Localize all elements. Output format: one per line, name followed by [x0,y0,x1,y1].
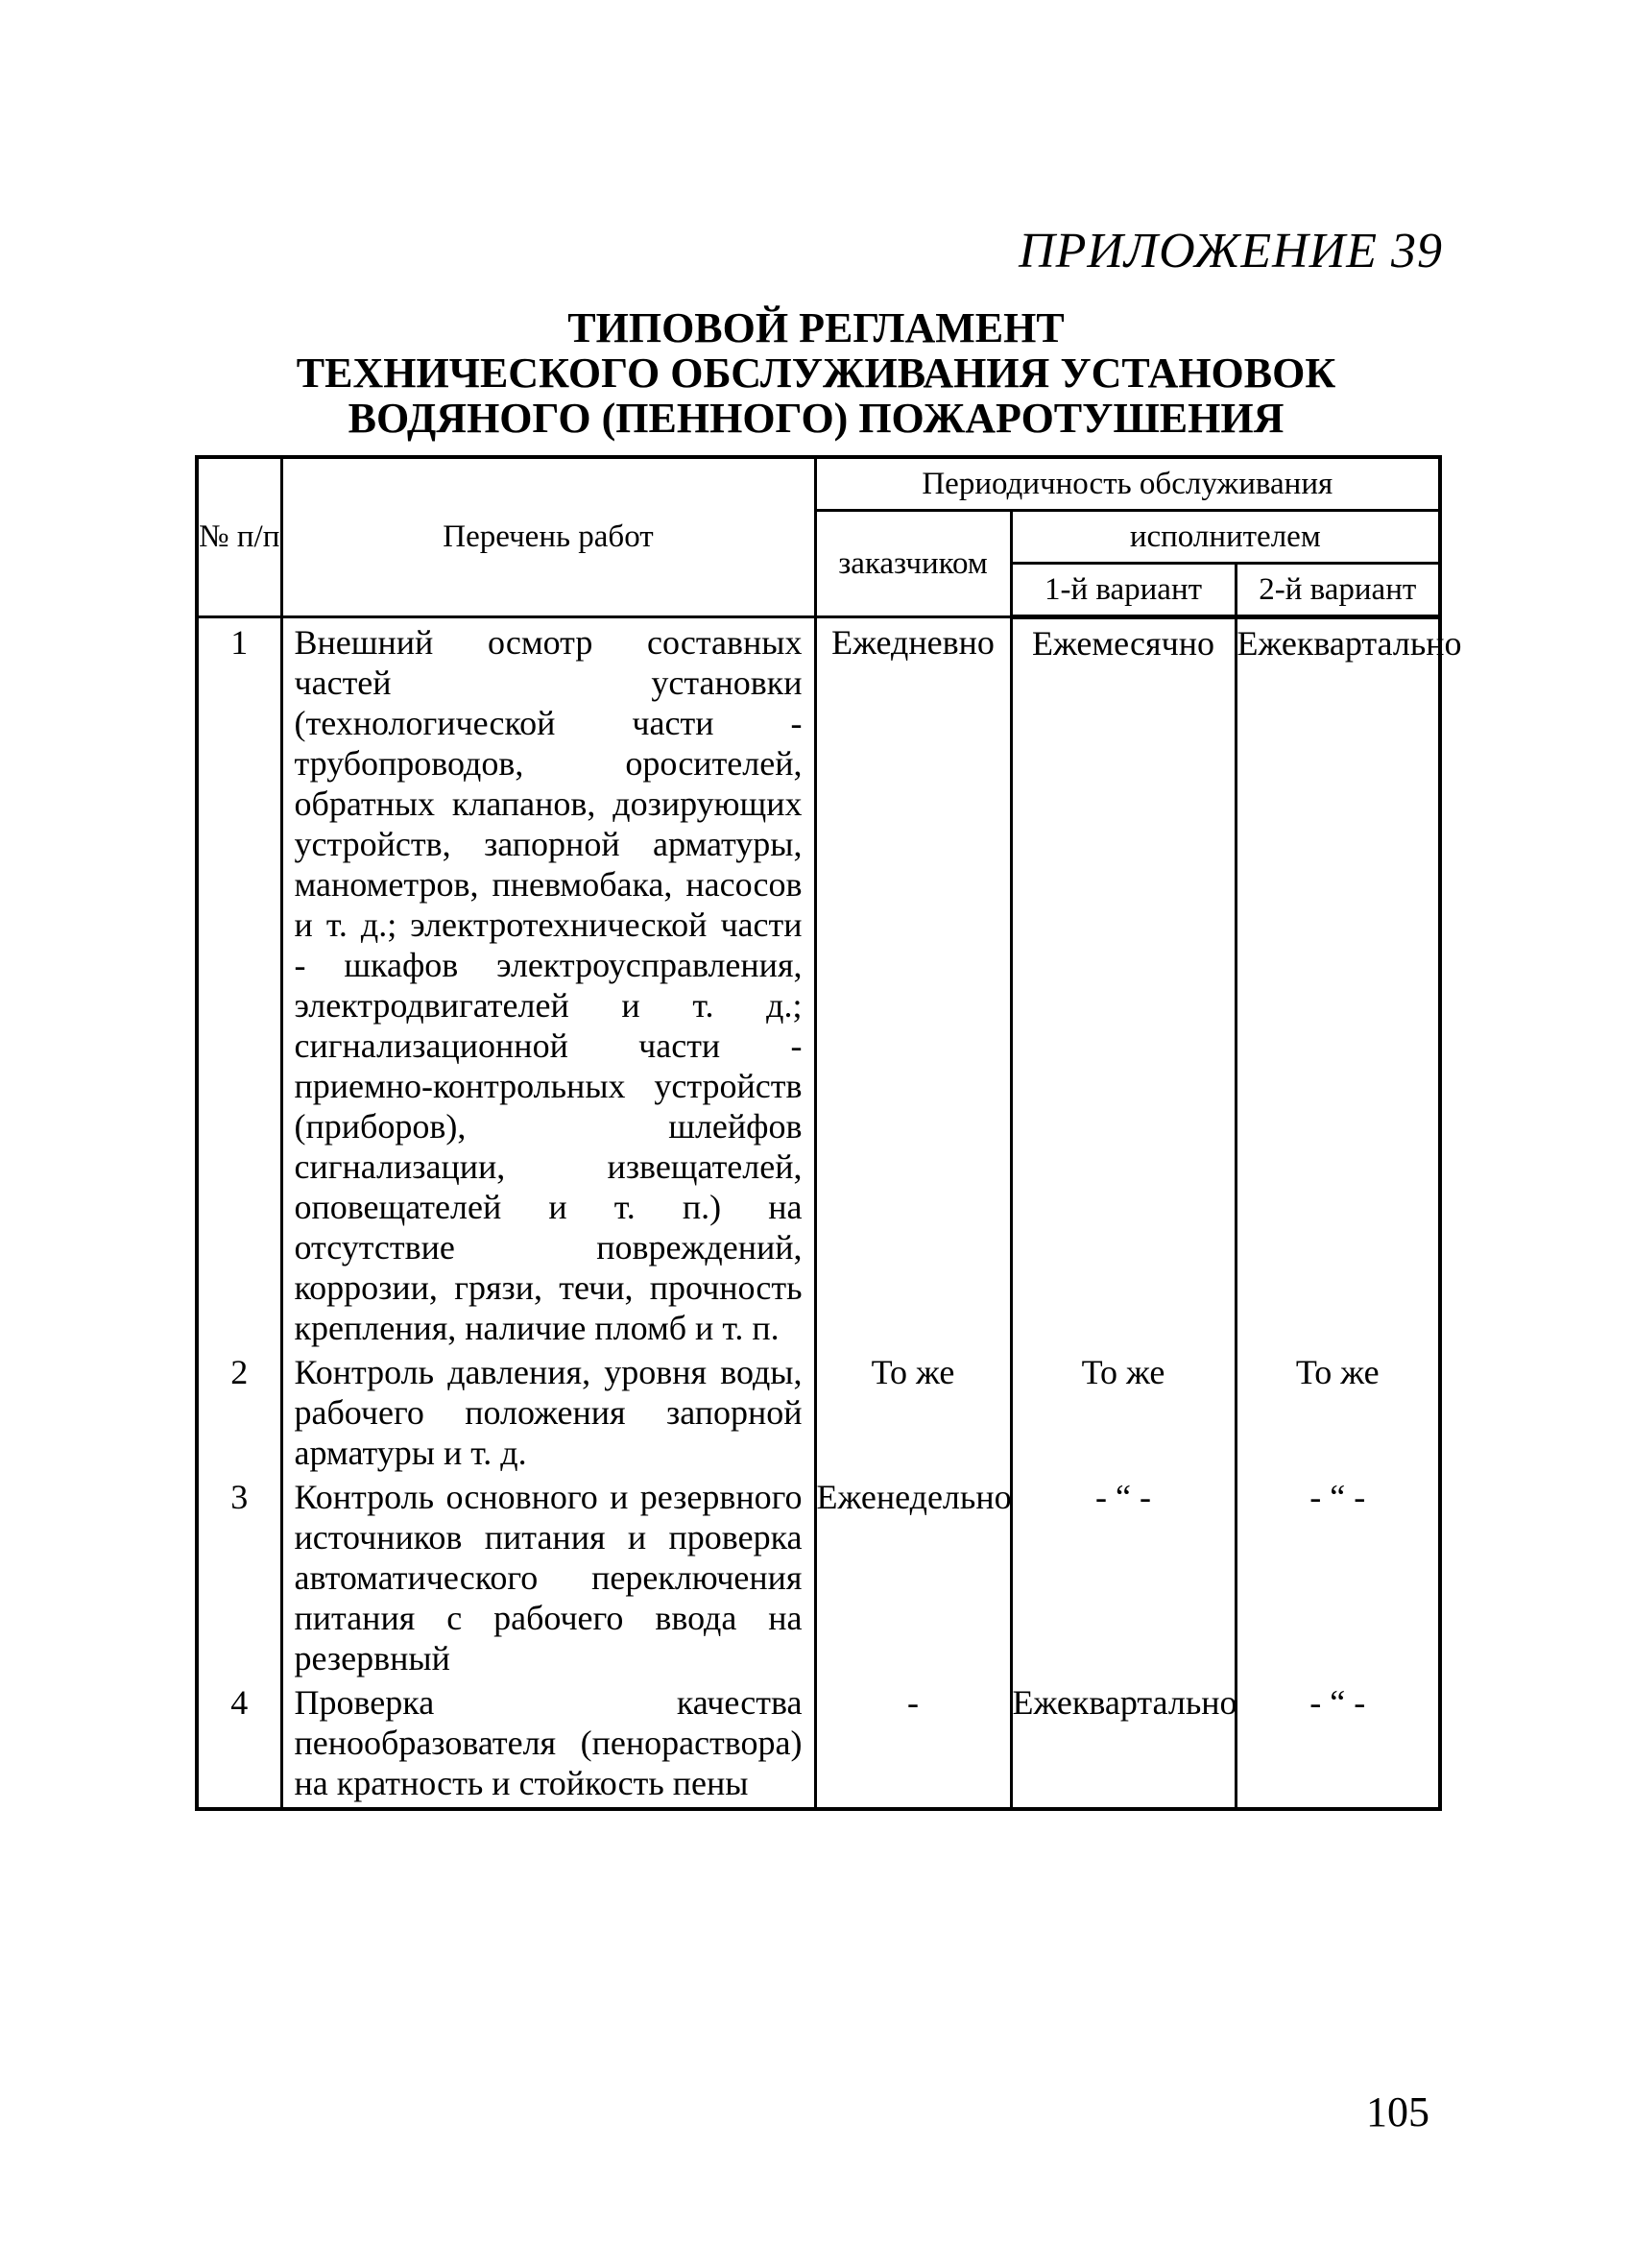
table-row [197,617,1440,1349]
header-periodicity: Периодичность обслуживания [815,457,1440,511]
maintenance-table [195,455,1462,1811]
variant2-frequency: - “ - [1236,1678,1440,1809]
row-number: 4 [197,1678,281,1809]
customer-frequency: - [815,1678,1011,1809]
customer-frequency: Еженедельно [815,1473,1011,1678]
variant2-frequency: Ежеквартально [1236,617,1440,1349]
variant1-frequency: Ежемесячно [1011,617,1236,1349]
title-line-1: ТИПОВОЙ РЕГЛАМЕНТ [567,304,1065,351]
header-customer: заказчиком [815,511,1011,617]
header-variant-2: 2-й вариант [1236,564,1440,617]
header-works: Перечень работ [281,457,815,617]
variant2-frequency: - “ - [1236,1473,1440,1678]
header-executor: исполнителем [1011,511,1440,564]
header-num: № п/п [197,457,281,617]
table-row [197,1348,1440,1473]
table-row [197,1678,1440,1809]
variant1-frequency: То же [1011,1348,1236,1473]
work-description: Контроль давления, уровня воды, рабочего положения запорной арматуры и т. д. [281,1348,815,1473]
document-title [192,305,1440,441]
variant1-frequency: - “ - [1011,1473,1236,1678]
variant2-frequency: То же [1236,1348,1440,1473]
row-number: 2 [197,1348,281,1473]
header-variant-1: 1-й вариант [1011,564,1236,617]
table-row [197,1473,1440,1678]
row-number: 1 [197,617,281,1349]
customer-frequency: Ежедневно [815,617,1011,1349]
variant1-frequency: Ежеквартально [1011,1678,1236,1809]
customer-frequency: То же [815,1348,1011,1473]
title-line-2: ТЕХНИЧЕСКОГО ОБСЛУЖИВАНИЯ УСТАНОВОК [296,350,1336,397]
work-description: Проверка качества пенообразователя (пенораствора) на кратность и стойкость пены [281,1678,815,1809]
title-line-3: ВОДЯНОГО (ПЕННОГО) ПОЖАРОТУШЕНИЯ [348,395,1285,442]
row-number: 3 [197,1473,281,1678]
work-description: Внешний осмотр составных частей установки (технологической части - трубопроводов, оросителей, обратных клапанов, дозирующих устройств, запорной арматуры, манометров, пневмобака, насосов и т. д.; электротехнической части - шкафов электроусправления, электродвигателей и т. д.; сигнализационной части - приемно-контрольных устройств (приборов), шлейфов сигнализации, извещателей, оповещателей и т. п.) на отсутствие повреждений, коррозии, грязи, течи, прочность крепления, наличие пломб и т. п. [281,617,815,1349]
appendix-label: ПРИЛОЖЕНИЕ 39 [1019,224,1443,278]
page-number: 105 [1366,2088,1429,2135]
work-description: Контроль основного и резервного источников питания и проверка автоматического переключения питания с рабочего ввода на резервный [281,1473,815,1678]
